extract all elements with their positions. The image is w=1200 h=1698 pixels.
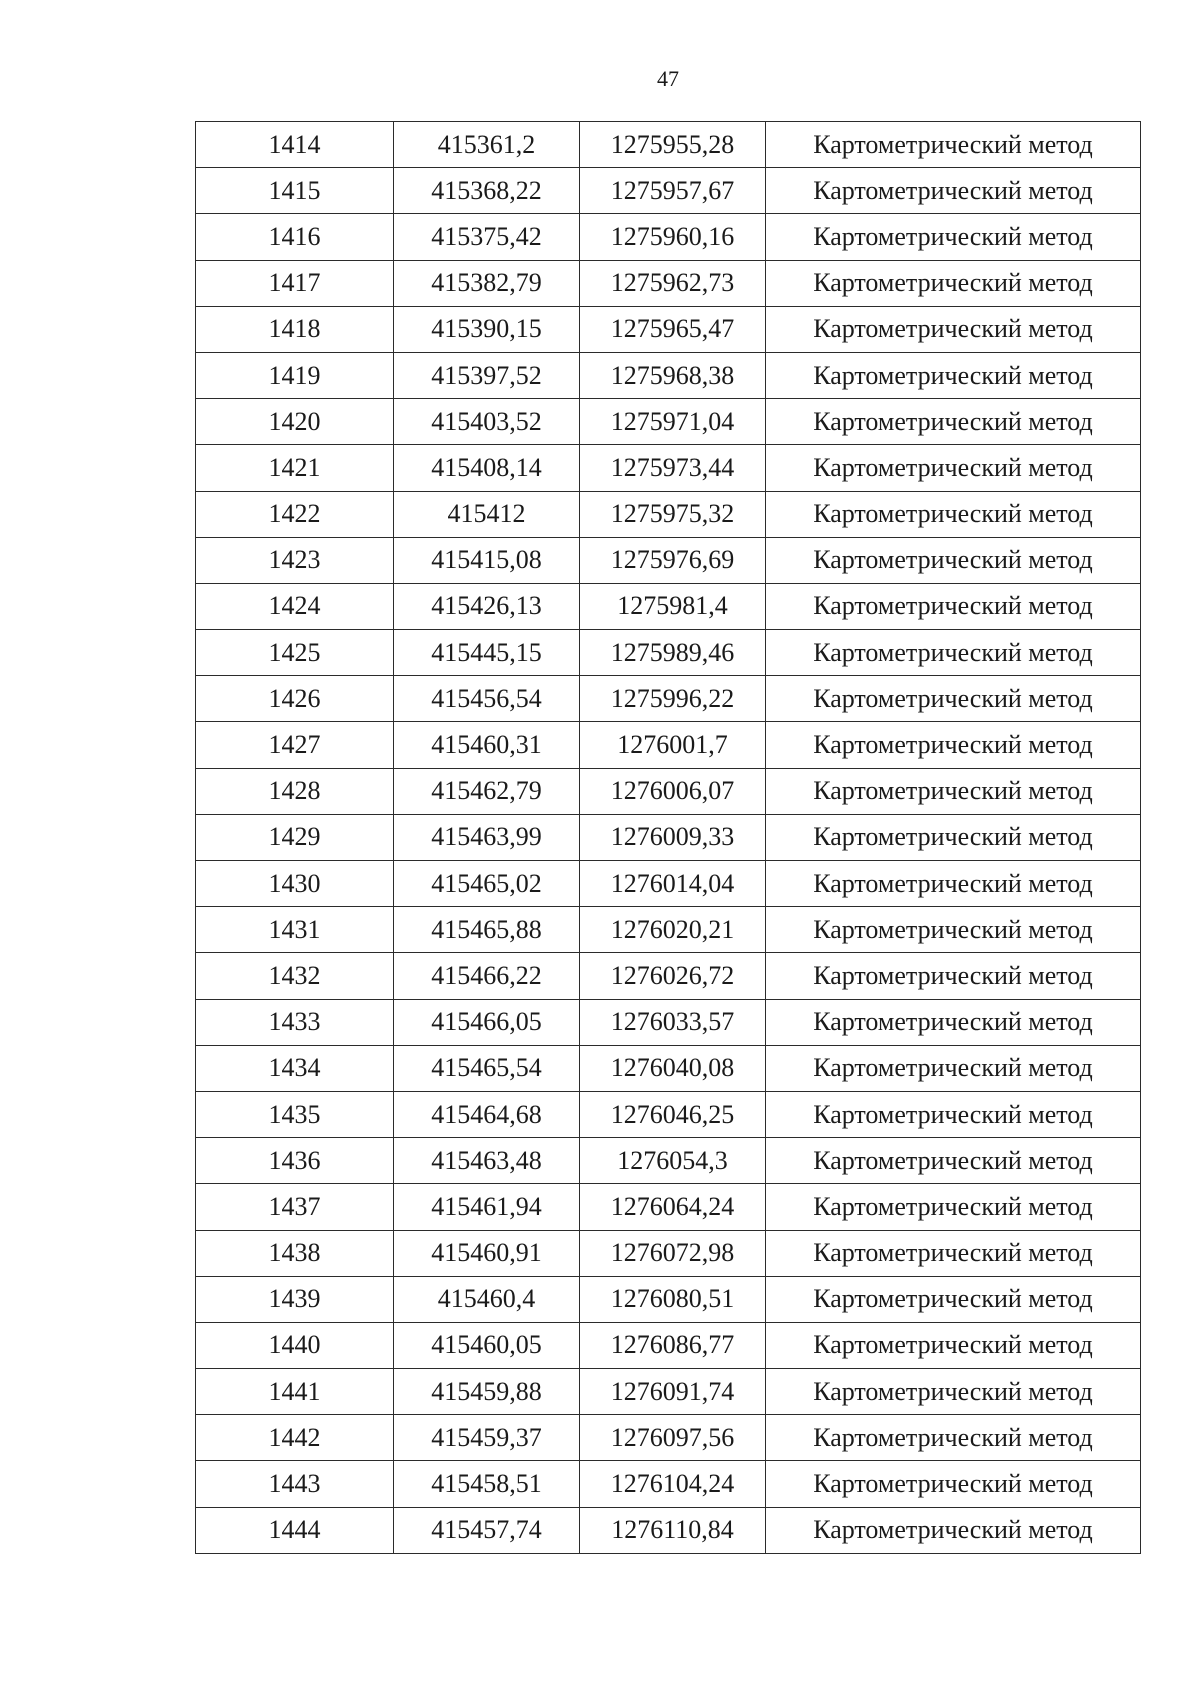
y-coordinate-cell: 1276033,57 [580, 999, 766, 1045]
table-row [196, 722, 1141, 768]
method-cell: Картометрический метод [766, 1415, 1141, 1461]
y-coordinate-cell: 1275960,16 [580, 214, 766, 260]
table-row [196, 583, 1141, 629]
y-coordinate-cell: 1276080,51 [580, 1276, 766, 1322]
point-number-cell: 1444 [196, 1507, 394, 1553]
x-coordinate-cell: 415382,79 [394, 260, 580, 306]
y-coordinate-cell: 1275976,69 [580, 537, 766, 583]
method-cell: Картометрический метод [766, 953, 1141, 999]
y-coordinate-cell: 1275996,22 [580, 676, 766, 722]
y-coordinate-cell: 1276009,33 [580, 814, 766, 860]
y-coordinate-cell: 1276110,84 [580, 1507, 766, 1553]
method-cell: Картометрический метод [766, 768, 1141, 814]
y-coordinate-cell: 1276006,07 [580, 768, 766, 814]
y-coordinate-cell: 1276072,98 [580, 1230, 766, 1276]
point-number-cell: 1416 [196, 214, 394, 260]
x-coordinate-cell: 415460,4 [394, 1276, 580, 1322]
method-cell: Картометрический метод [766, 722, 1141, 768]
x-coordinate-cell: 415464,68 [394, 1091, 580, 1137]
y-coordinate-cell: 1275973,44 [580, 445, 766, 491]
table-row [196, 122, 1141, 168]
y-coordinate-cell: 1275981,4 [580, 583, 766, 629]
method-cell: Картометрический метод [766, 122, 1141, 168]
point-number-cell: 1417 [196, 260, 394, 306]
table-row [196, 1045, 1141, 1091]
method-cell: Картометрический метод [766, 1461, 1141, 1507]
method-cell: Картометрический метод [766, 1369, 1141, 1415]
table-row [196, 168, 1141, 214]
table-row [196, 537, 1141, 583]
table-row [196, 260, 1141, 306]
point-number-cell: 1415 [196, 168, 394, 214]
x-coordinate-cell: 415445,15 [394, 630, 580, 676]
x-coordinate-cell: 415458,51 [394, 1461, 580, 1507]
point-number-cell: 1438 [196, 1230, 394, 1276]
point-number-cell: 1414 [196, 122, 394, 168]
point-number-cell: 1426 [196, 676, 394, 722]
point-number-cell: 1436 [196, 1138, 394, 1184]
point-number-cell: 1440 [196, 1322, 394, 1368]
method-cell: Картометрический метод [766, 445, 1141, 491]
table-row [196, 1230, 1141, 1276]
y-coordinate-cell: 1276020,21 [580, 907, 766, 953]
x-coordinate-cell: 415465,02 [394, 861, 580, 907]
y-coordinate-cell: 1275957,67 [580, 168, 766, 214]
x-coordinate-cell: 415457,74 [394, 1507, 580, 1553]
coordinates-table [195, 121, 1141, 1554]
x-coordinate-cell: 415415,08 [394, 537, 580, 583]
y-coordinate-cell: 1275971,04 [580, 399, 766, 445]
table-row [196, 630, 1141, 676]
method-cell: Картометрический метод [766, 907, 1141, 953]
table-row [196, 1461, 1141, 1507]
point-number-cell: 1423 [196, 537, 394, 583]
x-coordinate-cell: 415459,88 [394, 1369, 580, 1415]
table-row [196, 1415, 1141, 1461]
y-coordinate-cell: 1276097,56 [580, 1415, 766, 1461]
x-coordinate-cell: 415460,31 [394, 722, 580, 768]
table-row [196, 1184, 1141, 1230]
y-coordinate-cell: 1276104,24 [580, 1461, 766, 1507]
table-row [196, 1507, 1141, 1553]
method-cell: Картометрический метод [766, 537, 1141, 583]
table-row [196, 814, 1141, 860]
y-coordinate-cell: 1276046,25 [580, 1091, 766, 1137]
table-row [196, 1091, 1141, 1137]
method-cell: Картометрический метод [766, 352, 1141, 398]
method-cell: Картометрический метод [766, 1507, 1141, 1553]
method-cell: Картометрический метод [766, 1138, 1141, 1184]
x-coordinate-cell: 415463,48 [394, 1138, 580, 1184]
method-cell: Картометрический метод [766, 676, 1141, 722]
x-coordinate-cell: 415368,22 [394, 168, 580, 214]
method-cell: Картометрический метод [766, 399, 1141, 445]
table-row [196, 306, 1141, 352]
y-coordinate-cell: 1276064,24 [580, 1184, 766, 1230]
x-coordinate-cell: 415465,88 [394, 907, 580, 953]
x-coordinate-cell: 415459,37 [394, 1415, 580, 1461]
table-row [196, 214, 1141, 260]
table-row [196, 768, 1141, 814]
point-number-cell: 1434 [196, 1045, 394, 1091]
x-coordinate-cell: 415403,52 [394, 399, 580, 445]
table-row [196, 907, 1141, 953]
method-cell: Картометрический метод [766, 583, 1141, 629]
x-coordinate-cell: 415460,91 [394, 1230, 580, 1276]
coordinates-table-body [196, 122, 1141, 1554]
x-coordinate-cell: 415361,2 [394, 122, 580, 168]
method-cell: Картометрический метод [766, 1045, 1141, 1091]
y-coordinate-cell: 1276001,7 [580, 722, 766, 768]
method-cell: Картометрический метод [766, 999, 1141, 1045]
point-number-cell: 1420 [196, 399, 394, 445]
point-number-cell: 1431 [196, 907, 394, 953]
method-cell: Картометрический метод [766, 491, 1141, 537]
point-number-cell: 1424 [196, 583, 394, 629]
method-cell: Картометрический метод [766, 168, 1141, 214]
method-cell: Картометрический метод [766, 814, 1141, 860]
table-row [196, 999, 1141, 1045]
x-coordinate-cell: 415460,05 [394, 1322, 580, 1368]
table-row [196, 861, 1141, 907]
table-row [196, 953, 1141, 999]
method-cell: Картометрический метод [766, 214, 1141, 260]
point-number-cell: 1428 [196, 768, 394, 814]
table-row [196, 676, 1141, 722]
y-coordinate-cell: 1276026,72 [580, 953, 766, 999]
y-coordinate-cell: 1276054,3 [580, 1138, 766, 1184]
y-coordinate-cell: 1276014,04 [580, 861, 766, 907]
table-row [196, 491, 1141, 537]
table-row [196, 352, 1141, 398]
table-row [196, 1276, 1141, 1322]
x-coordinate-cell: 415375,42 [394, 214, 580, 260]
x-coordinate-cell: 415461,94 [394, 1184, 580, 1230]
table-row [196, 1322, 1141, 1368]
point-number-cell: 1443 [196, 1461, 394, 1507]
x-coordinate-cell: 415462,79 [394, 768, 580, 814]
y-coordinate-cell: 1275955,28 [580, 122, 766, 168]
x-coordinate-cell: 415412 [394, 491, 580, 537]
x-coordinate-cell: 415463,99 [394, 814, 580, 860]
x-coordinate-cell: 415397,52 [394, 352, 580, 398]
table-row [196, 1138, 1141, 1184]
point-number-cell: 1422 [196, 491, 394, 537]
y-coordinate-cell: 1275968,38 [580, 352, 766, 398]
table-row [196, 445, 1141, 491]
method-cell: Картометрический метод [766, 260, 1141, 306]
x-coordinate-cell: 415466,22 [394, 953, 580, 999]
y-coordinate-cell: 1276086,77 [580, 1322, 766, 1368]
x-coordinate-cell: 415390,15 [394, 306, 580, 352]
method-cell: Картометрический метод [766, 1184, 1141, 1230]
y-coordinate-cell: 1276040,08 [580, 1045, 766, 1091]
y-coordinate-cell: 1275965,47 [580, 306, 766, 352]
x-coordinate-cell: 415466,05 [394, 999, 580, 1045]
x-coordinate-cell: 415408,14 [394, 445, 580, 491]
y-coordinate-cell: 1276091,74 [580, 1369, 766, 1415]
point-number-cell: 1421 [196, 445, 394, 491]
method-cell: Картометрический метод [766, 1322, 1141, 1368]
point-number-cell: 1433 [196, 999, 394, 1045]
method-cell: Картометрический метод [766, 861, 1141, 907]
point-number-cell: 1419 [196, 352, 394, 398]
x-coordinate-cell: 415465,54 [394, 1045, 580, 1091]
point-number-cell: 1435 [196, 1091, 394, 1137]
y-coordinate-cell: 1275975,32 [580, 491, 766, 537]
method-cell: Картометрический метод [766, 1091, 1141, 1137]
y-coordinate-cell: 1275962,73 [580, 260, 766, 306]
point-number-cell: 1442 [196, 1415, 394, 1461]
page-number: 47 [657, 66, 679, 91]
method-cell: Картометрический метод [766, 630, 1141, 676]
table-row [196, 399, 1141, 445]
table-row [196, 1369, 1141, 1415]
point-number-cell: 1430 [196, 861, 394, 907]
point-number-cell: 1432 [196, 953, 394, 999]
method-cell: Картометрический метод [766, 1230, 1141, 1276]
point-number-cell: 1439 [196, 1276, 394, 1322]
point-number-cell: 1437 [196, 1184, 394, 1230]
x-coordinate-cell: 415426,13 [394, 583, 580, 629]
point-number-cell: 1427 [196, 722, 394, 768]
method-cell: Картометрический метод [766, 306, 1141, 352]
x-coordinate-cell: 415456,54 [394, 676, 580, 722]
point-number-cell: 1418 [196, 306, 394, 352]
y-coordinate-cell: 1275989,46 [580, 630, 766, 676]
point-number-cell: 1425 [196, 630, 394, 676]
point-number-cell: 1441 [196, 1369, 394, 1415]
point-number-cell: 1429 [196, 814, 394, 860]
method-cell: Картометрический метод [766, 1276, 1141, 1322]
